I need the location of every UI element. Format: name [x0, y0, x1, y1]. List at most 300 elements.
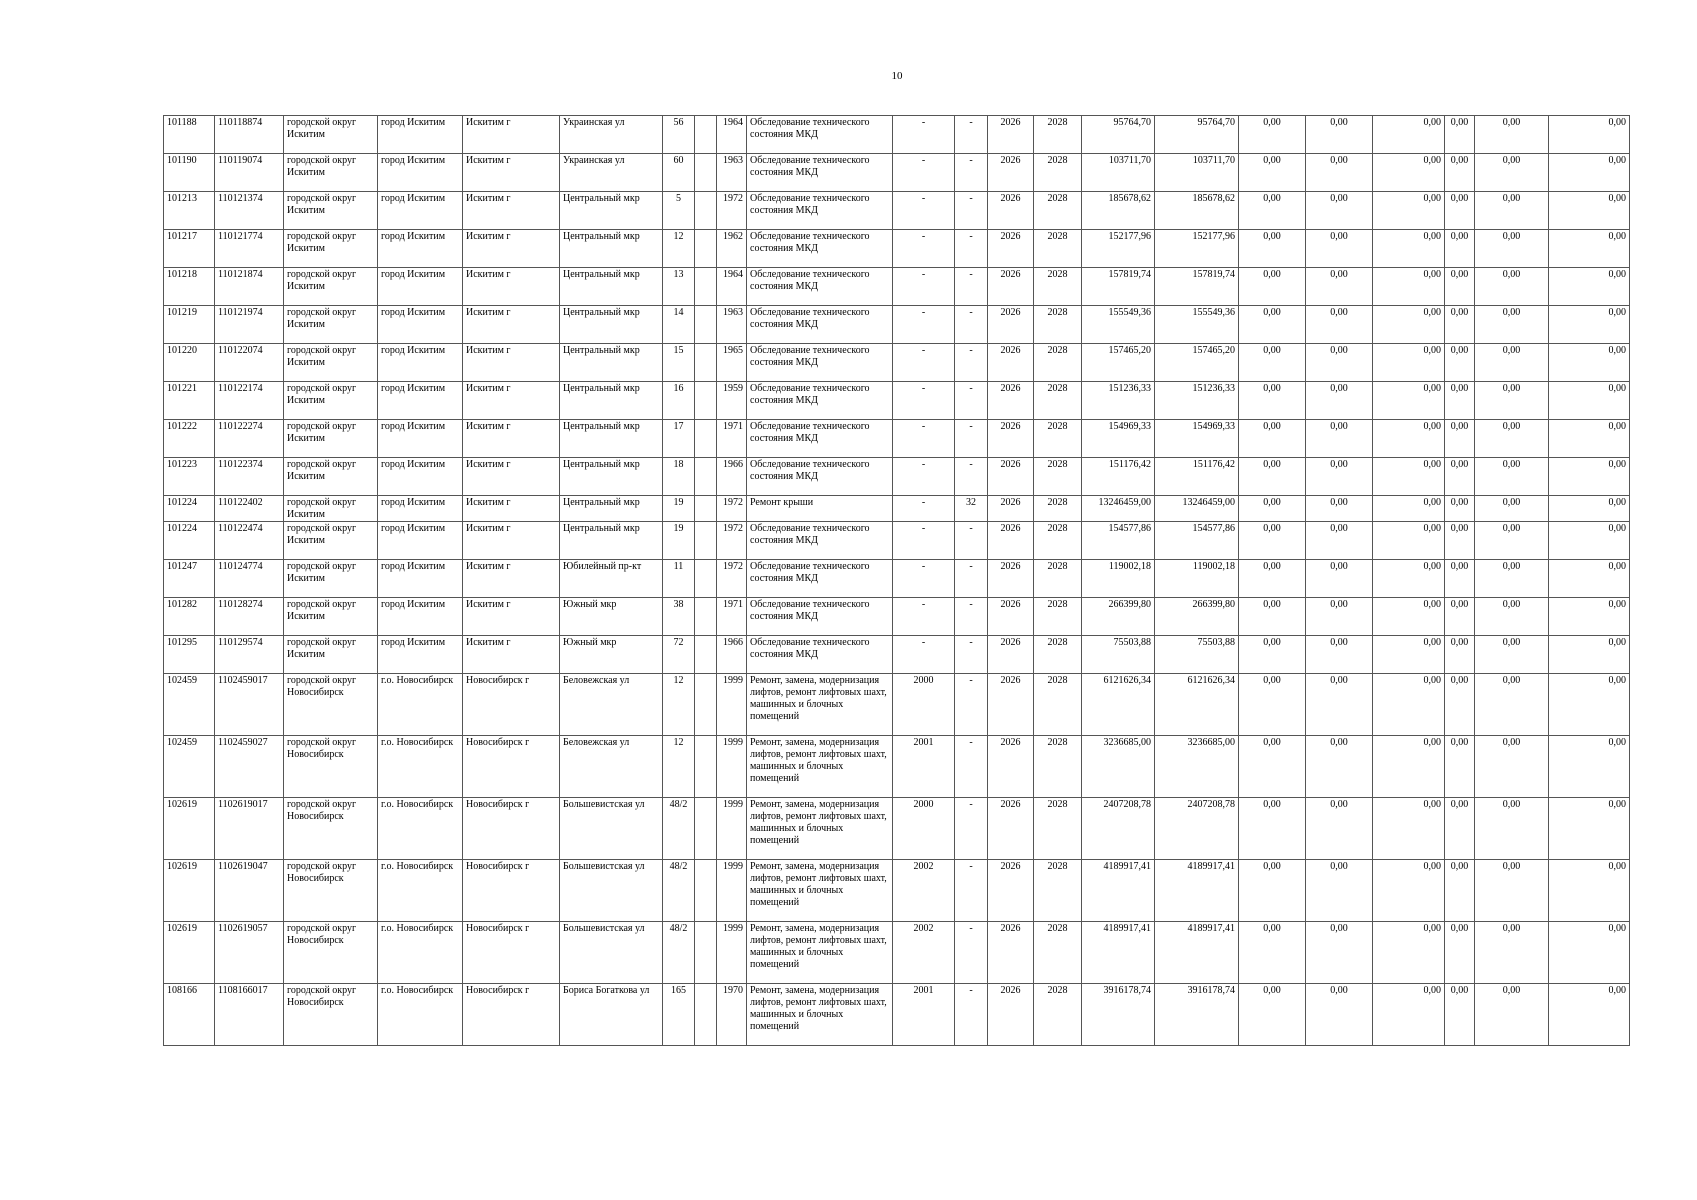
cell-district: городской округ Искитим — [284, 598, 378, 636]
cell-fund-2: 0,00 — [1306, 674, 1373, 736]
cell-fund-6: 0,00 — [1549, 636, 1630, 674]
cell-fund-3: 0,00 — [1373, 154, 1445, 192]
cell-quantity: - — [955, 674, 988, 736]
cell-year-start: 2026 — [988, 344, 1034, 382]
cell-work-code: 110122474 — [215, 522, 284, 560]
cell-work-code: 110119074 — [215, 154, 284, 192]
cell-fund-2: 0,00 — [1306, 984, 1373, 1046]
cell-address-id: 102619 — [164, 922, 215, 984]
cell-fund-3: 0,00 — [1373, 382, 1445, 420]
cell-year-end: 2028 — [1034, 496, 1082, 522]
table-row — [164, 268, 1630, 306]
cell-fund-1: 0,00 — [1239, 192, 1306, 230]
cell-district: городской округ Искитим — [284, 344, 378, 382]
cell-fund-3: 0,00 — [1373, 496, 1445, 522]
cell-address-id: 101247 — [164, 560, 215, 598]
cell-quantity: - — [955, 458, 988, 496]
cell-year-end: 2028 — [1034, 154, 1082, 192]
cell-year-start: 2026 — [988, 598, 1034, 636]
cell-district: городской округ Искитим — [284, 268, 378, 306]
cell-work-code: 1102459027 — [215, 736, 284, 798]
cell-fund-4: 0,00 — [1445, 922, 1475, 984]
cell-fund-2: 0,00 — [1306, 116, 1373, 154]
cell-building — [695, 192, 717, 230]
cell-fund-2: 0,00 — [1306, 192, 1373, 230]
cell-fund-6: 0,00 — [1549, 984, 1630, 1046]
cell-cost: 2407208,78 — [1082, 798, 1155, 860]
cell-work-code: 110122074 — [215, 344, 284, 382]
cell-quantity: - — [955, 382, 988, 420]
cell-total: 95764,70 — [1155, 116, 1239, 154]
cell-fund-4: 0,00 — [1445, 798, 1475, 860]
cell-year-start: 2026 — [988, 922, 1034, 984]
table-row — [164, 560, 1630, 598]
cell-last-repair-year: - — [893, 560, 955, 598]
cell-fund-5: 0,00 — [1475, 636, 1549, 674]
cell-district: городской округ Искитим — [284, 192, 378, 230]
table-row — [164, 860, 1630, 922]
cell-fund-4: 0,00 — [1445, 496, 1475, 522]
cell-last-repair-year: 2001 — [893, 984, 955, 1046]
table-row — [164, 382, 1630, 420]
cell-total: 152177,96 — [1155, 230, 1239, 268]
cell-street: Украинская ул — [560, 154, 663, 192]
cell-year-start: 2026 — [988, 860, 1034, 922]
cell-quantity: - — [955, 636, 988, 674]
cell-building — [695, 116, 717, 154]
cell-cost: 75503,88 — [1082, 636, 1155, 674]
cell-year-start: 2026 — [988, 268, 1034, 306]
cell-build-year: 1999 — [717, 798, 747, 860]
cell-fund-3: 0,00 — [1373, 798, 1445, 860]
cell-work-type: Обследование технического состояния МКД — [747, 230, 893, 268]
cell-fund-2: 0,00 — [1306, 496, 1373, 522]
cell-house: 14 — [663, 306, 695, 344]
cell-work-code: 1102619057 — [215, 922, 284, 984]
cell-building — [695, 230, 717, 268]
cell-fund-3: 0,00 — [1373, 458, 1445, 496]
cell-fund-1: 0,00 — [1239, 860, 1306, 922]
cell-last-repair-year: - — [893, 496, 955, 522]
cell-fund-6: 0,00 — [1549, 496, 1630, 522]
cell-fund-6: 0,00 — [1549, 268, 1630, 306]
cell-total: 185678,62 — [1155, 192, 1239, 230]
cell-fund-6: 0,00 — [1549, 598, 1630, 636]
cell-fund-2: 0,00 — [1306, 268, 1373, 306]
cell-build-year: 1964 — [717, 116, 747, 154]
cell-house: 13 — [663, 268, 695, 306]
cell-fund-4: 0,00 — [1445, 306, 1475, 344]
cell-settlement: город Искитим — [378, 636, 463, 674]
cell-address-id: 101282 — [164, 598, 215, 636]
cell-build-year: 1971 — [717, 598, 747, 636]
cell-year-start: 2026 — [988, 984, 1034, 1046]
cell-quantity: - — [955, 984, 988, 1046]
cell-work-type: Ремонт, замена, модернизация лифтов, ремонт лифтовых шахт, машинных и блочных помещений — [747, 736, 893, 798]
cell-fund-1: 0,00 — [1239, 636, 1306, 674]
cell-settlement: город Искитим — [378, 598, 463, 636]
cell-fund-5: 0,00 — [1475, 798, 1549, 860]
cell-district: городской округ Искитим — [284, 458, 378, 496]
cell-year-start: 2026 — [988, 674, 1034, 736]
cell-fund-2: 0,00 — [1306, 230, 1373, 268]
cell-work-type: Обследование технического состояния МКД — [747, 636, 893, 674]
cell-work-type: Ремонт крыши — [747, 496, 893, 522]
cell-fund-1: 0,00 — [1239, 116, 1306, 154]
cell-street: Большевистская ул — [560, 922, 663, 984]
cell-year-end: 2028 — [1034, 736, 1082, 798]
table-row — [164, 798, 1630, 860]
cell-cost: 154577,86 — [1082, 522, 1155, 560]
cell-quantity: - — [955, 344, 988, 382]
cell-address-id: 101213 — [164, 192, 215, 230]
cell-build-year: 1963 — [717, 306, 747, 344]
cell-total: 13246459,00 — [1155, 496, 1239, 522]
cell-street: Центральный мкр — [560, 420, 663, 458]
cell-fund-3: 0,00 — [1373, 344, 1445, 382]
table-row — [164, 922, 1630, 984]
cell-fund-5: 0,00 — [1475, 922, 1549, 984]
cell-year-start: 2026 — [988, 496, 1034, 522]
cell-fund-3: 0,00 — [1373, 636, 1445, 674]
cell-work-type: Обследование технического состояния МКД — [747, 382, 893, 420]
cell-work-code: 1102619017 — [215, 798, 284, 860]
cell-house: 5 — [663, 192, 695, 230]
cell-fund-3: 0,00 — [1373, 268, 1445, 306]
cell-fund-5: 0,00 — [1475, 458, 1549, 496]
cell-settlement: г.о. Новосибирск — [378, 674, 463, 736]
cell-build-year: 1966 — [717, 458, 747, 496]
cell-work-type: Обследование технического состояния МКД — [747, 192, 893, 230]
cell-fund-3: 0,00 — [1373, 420, 1445, 458]
cell-city: Искитим г — [463, 344, 560, 382]
cell-fund-2: 0,00 — [1306, 382, 1373, 420]
cell-work-code: 110118874 — [215, 116, 284, 154]
cell-street: Центральный мкр — [560, 344, 663, 382]
cell-fund-5: 0,00 — [1475, 192, 1549, 230]
cell-quantity: - — [955, 154, 988, 192]
cell-fund-6: 0,00 — [1549, 344, 1630, 382]
cell-fund-4: 0,00 — [1445, 522, 1475, 560]
cell-cost: 152177,96 — [1082, 230, 1155, 268]
cell-building — [695, 798, 717, 860]
cell-address-id: 102459 — [164, 674, 215, 736]
cell-last-repair-year: - — [893, 154, 955, 192]
cell-city: Искитим г — [463, 598, 560, 636]
cell-address-id: 102619 — [164, 860, 215, 922]
cell-last-repair-year: - — [893, 116, 955, 154]
cell-address-id: 101220 — [164, 344, 215, 382]
cell-district: городской округ Новосибирск — [284, 984, 378, 1046]
cell-last-repair-year: - — [893, 192, 955, 230]
table-row — [164, 230, 1630, 268]
cell-fund-3: 0,00 — [1373, 522, 1445, 560]
cell-fund-5: 0,00 — [1475, 344, 1549, 382]
cell-work-code: 1102459017 — [215, 674, 284, 736]
cell-fund-6: 0,00 — [1549, 458, 1630, 496]
cell-street: Беловежская ул — [560, 736, 663, 798]
cell-street: Центральный мкр — [560, 522, 663, 560]
cell-street: Южный мкр — [560, 598, 663, 636]
cell-fund-1: 0,00 — [1239, 420, 1306, 458]
cell-building — [695, 984, 717, 1046]
cell-cost: 4189917,41 — [1082, 860, 1155, 922]
cell-fund-5: 0,00 — [1475, 382, 1549, 420]
cell-work-code: 1102619047 — [215, 860, 284, 922]
cell-city: Искитим г — [463, 636, 560, 674]
cell-building — [695, 344, 717, 382]
cell-fund-3: 0,00 — [1373, 306, 1445, 344]
cell-settlement: город Искитим — [378, 420, 463, 458]
cell-fund-5: 0,00 — [1475, 736, 1549, 798]
cell-work-type: Ремонт, замена, модернизация лифтов, ремонт лифтовых шахт, машинных и блочных помещений — [747, 860, 893, 922]
cell-settlement: город Искитим — [378, 344, 463, 382]
cell-last-repair-year: - — [893, 458, 955, 496]
cell-fund-2: 0,00 — [1306, 636, 1373, 674]
cell-address-id: 101223 — [164, 458, 215, 496]
cell-total: 4189917,41 — [1155, 922, 1239, 984]
cell-total: 75503,88 — [1155, 636, 1239, 674]
cell-city: Новосибирск г — [463, 984, 560, 1046]
cell-building — [695, 636, 717, 674]
cell-quantity: - — [955, 598, 988, 636]
cell-work-type: Ремонт, замена, модернизация лифтов, ремонт лифтовых шахт, машинных и блочных помещений — [747, 984, 893, 1046]
cell-work-type: Обследование технического состояния МКД — [747, 344, 893, 382]
cell-last-repair-year: - — [893, 420, 955, 458]
cell-work-type: Обследование технического состояния МКД — [747, 598, 893, 636]
cell-quantity: - — [955, 116, 988, 154]
cell-total: 266399,80 — [1155, 598, 1239, 636]
cell-fund-1: 0,00 — [1239, 922, 1306, 984]
cell-year-end: 2028 — [1034, 458, 1082, 496]
cell-house: 18 — [663, 458, 695, 496]
cell-house: 11 — [663, 560, 695, 598]
cell-district: городской округ Искитим — [284, 522, 378, 560]
cell-city: Новосибирск г — [463, 860, 560, 922]
cell-district: городской округ Искитим — [284, 496, 378, 522]
cell-settlement: город Искитим — [378, 154, 463, 192]
table-body — [164, 116, 1630, 1046]
cell-fund-3: 0,00 — [1373, 230, 1445, 268]
cell-city: Искитим г — [463, 306, 560, 344]
cell-street: Бориса Богаткова ул — [560, 984, 663, 1046]
cell-settlement: город Искитим — [378, 496, 463, 522]
cell-address-id: 101217 — [164, 230, 215, 268]
cell-district: городской округ Искитим — [284, 230, 378, 268]
cell-address-id: 101190 — [164, 154, 215, 192]
cell-work-type: Ремонт, замена, модернизация лифтов, ремонт лифтовых шахт, машинных и блочных помещений — [747, 798, 893, 860]
cell-city: Искитим г — [463, 458, 560, 496]
cell-address-id: 101218 — [164, 268, 215, 306]
cell-fund-5: 0,00 — [1475, 984, 1549, 1046]
cell-district: городской округ Новосибирск — [284, 736, 378, 798]
cell-year-end: 2028 — [1034, 230, 1082, 268]
cell-year-start: 2026 — [988, 798, 1034, 860]
cell-fund-1: 0,00 — [1239, 598, 1306, 636]
cell-fund-5: 0,00 — [1475, 496, 1549, 522]
cell-fund-3: 0,00 — [1373, 116, 1445, 154]
cell-settlement: город Искитим — [378, 230, 463, 268]
cell-work-code: 110129574 — [215, 636, 284, 674]
cell-build-year: 1999 — [717, 674, 747, 736]
cell-work-type: Обследование технического состояния МКД — [747, 458, 893, 496]
cell-fund-6: 0,00 — [1549, 522, 1630, 560]
cell-city: Искитим г — [463, 496, 560, 522]
cell-fund-4: 0,00 — [1445, 154, 1475, 192]
cell-settlement: город Искитим — [378, 458, 463, 496]
cell-year-start: 2026 — [988, 192, 1034, 230]
cell-house: 38 — [663, 598, 695, 636]
cell-cost: 155549,36 — [1082, 306, 1155, 344]
cell-last-repair-year: - — [893, 636, 955, 674]
cell-fund-4: 0,00 — [1445, 230, 1475, 268]
cell-build-year: 1970 — [717, 984, 747, 1046]
cell-year-end: 2028 — [1034, 522, 1082, 560]
cell-work-code: 110121374 — [215, 192, 284, 230]
cell-fund-3: 0,00 — [1373, 560, 1445, 598]
cell-year-end: 2028 — [1034, 984, 1082, 1046]
cell-fund-2: 0,00 — [1306, 154, 1373, 192]
cell-house: 165 — [663, 984, 695, 1046]
cell-fund-6: 0,00 — [1549, 798, 1630, 860]
cell-cost: 4189917,41 — [1082, 922, 1155, 984]
cell-settlement: город Искитим — [378, 382, 463, 420]
cell-year-end: 2028 — [1034, 636, 1082, 674]
cell-fund-3: 0,00 — [1373, 860, 1445, 922]
cell-fund-1: 0,00 — [1239, 344, 1306, 382]
cell-fund-5: 0,00 — [1475, 420, 1549, 458]
cell-work-type: Обследование технического состояния МКД — [747, 560, 893, 598]
cell-district: городской округ Искитим — [284, 116, 378, 154]
cell-fund-6: 0,00 — [1549, 230, 1630, 268]
cell-work-type: Ремонт, замена, модернизация лифтов, ремонт лифтовых шахт, машинных и блочных помещений — [747, 922, 893, 984]
cell-fund-1: 0,00 — [1239, 522, 1306, 560]
cell-fund-1: 0,00 — [1239, 560, 1306, 598]
cell-city: Искитим г — [463, 382, 560, 420]
cell-last-repair-year: - — [893, 382, 955, 420]
cell-total: 151236,33 — [1155, 382, 1239, 420]
cell-year-start: 2026 — [988, 736, 1034, 798]
cell-fund-5: 0,00 — [1475, 598, 1549, 636]
cell-fund-1: 0,00 — [1239, 798, 1306, 860]
cell-year-start: 2026 — [988, 116, 1034, 154]
table-row — [164, 192, 1630, 230]
cell-city: Искитим г — [463, 230, 560, 268]
cell-fund-1: 0,00 — [1239, 306, 1306, 344]
cell-build-year: 1971 — [717, 420, 747, 458]
cell-work-code: 1108166017 — [215, 984, 284, 1046]
cell-city: Искитим г — [463, 560, 560, 598]
cell-build-year: 1959 — [717, 382, 747, 420]
cell-year-start: 2026 — [988, 560, 1034, 598]
cell-house: 19 — [663, 522, 695, 560]
cell-house: 15 — [663, 344, 695, 382]
cell-quantity: 32 — [955, 496, 988, 522]
table-row — [164, 420, 1630, 458]
cell-fund-4: 0,00 — [1445, 382, 1475, 420]
cell-work-code: 110121774 — [215, 230, 284, 268]
cell-street: Центральный мкр — [560, 496, 663, 522]
cell-building — [695, 382, 717, 420]
cell-fund-6: 0,00 — [1549, 382, 1630, 420]
cell-district: городской округ Искитим — [284, 306, 378, 344]
cell-year-end: 2028 — [1034, 306, 1082, 344]
cell-building — [695, 420, 717, 458]
cell-fund-1: 0,00 — [1239, 736, 1306, 798]
cell-last-repair-year: 2000 — [893, 798, 955, 860]
cell-fund-4: 0,00 — [1445, 458, 1475, 496]
cell-last-repair-year: 2002 — [893, 922, 955, 984]
cell-house: 48/2 — [663, 798, 695, 860]
cell-building — [695, 458, 717, 496]
cell-address-id: 101224 — [164, 522, 215, 560]
cell-fund-2: 0,00 — [1306, 736, 1373, 798]
cell-work-code: 110122402 — [215, 496, 284, 522]
cell-last-repair-year: - — [893, 230, 955, 268]
cell-work-type: Обследование технического состояния МКД — [747, 268, 893, 306]
cell-cost: 119002,18 — [1082, 560, 1155, 598]
cell-fund-1: 0,00 — [1239, 154, 1306, 192]
table-row — [164, 674, 1630, 736]
cell-city: Искитим г — [463, 522, 560, 560]
cell-building — [695, 268, 717, 306]
cell-build-year: 1965 — [717, 344, 747, 382]
cell-work-type: Обследование технического состояния МКД — [747, 306, 893, 344]
cell-building — [695, 674, 717, 736]
cell-fund-4: 0,00 — [1445, 860, 1475, 922]
cell-street: Украинская ул — [560, 116, 663, 154]
cell-city: Искитим г — [463, 420, 560, 458]
cell-street: Большевистская ул — [560, 860, 663, 922]
cell-fund-6: 0,00 — [1549, 192, 1630, 230]
cell-build-year: 1999 — [717, 860, 747, 922]
cell-fund-4: 0,00 — [1445, 984, 1475, 1046]
cell-settlement: город Искитим — [378, 560, 463, 598]
cell-fund-6: 0,00 — [1549, 420, 1630, 458]
cell-quantity: - — [955, 560, 988, 598]
cell-fund-1: 0,00 — [1239, 268, 1306, 306]
cell-building — [695, 598, 717, 636]
cell-fund-2: 0,00 — [1306, 306, 1373, 344]
cell-settlement: город Искитим — [378, 268, 463, 306]
cell-fund-5: 0,00 — [1475, 522, 1549, 560]
cell-street: Центральный мкр — [560, 382, 663, 420]
cell-fund-3: 0,00 — [1373, 922, 1445, 984]
cell-street: Центральный мкр — [560, 306, 663, 344]
cell-build-year: 1999 — [717, 922, 747, 984]
cell-quantity: - — [955, 230, 988, 268]
cell-fund-1: 0,00 — [1239, 230, 1306, 268]
cell-fund-2: 0,00 — [1306, 458, 1373, 496]
cell-settlement: город Искитим — [378, 306, 463, 344]
cell-fund-6: 0,00 — [1549, 306, 1630, 344]
cell-fund-2: 0,00 — [1306, 798, 1373, 860]
cell-building — [695, 736, 717, 798]
cell-district: городской округ Новосибирск — [284, 922, 378, 984]
cell-house: 16 — [663, 382, 695, 420]
cell-settlement: г.о. Новосибирск — [378, 922, 463, 984]
table-row — [164, 984, 1630, 1046]
cell-district: городской округ Искитим — [284, 636, 378, 674]
cell-fund-1: 0,00 — [1239, 496, 1306, 522]
cell-street: Южный мкр — [560, 636, 663, 674]
cell-address-id: 102459 — [164, 736, 215, 798]
cell-street: Центральный мкр — [560, 230, 663, 268]
cell-house: 48/2 — [663, 860, 695, 922]
cell-fund-2: 0,00 — [1306, 522, 1373, 560]
cell-fund-2: 0,00 — [1306, 922, 1373, 984]
cell-year-end: 2028 — [1034, 798, 1082, 860]
